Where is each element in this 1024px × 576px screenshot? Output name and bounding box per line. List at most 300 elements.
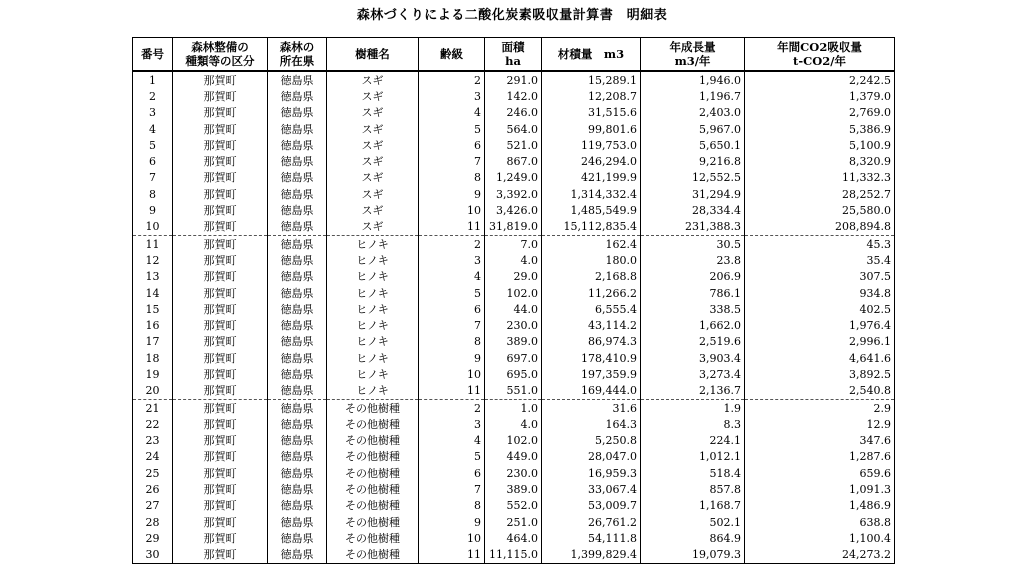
- cell-species: ヒノキ: [327, 269, 419, 285]
- cell-co2-absorption: 1,091.3: [745, 481, 895, 497]
- cell-species: ヒノキ: [327, 301, 419, 317]
- cell-co2-absorption: 28,252.7: [745, 186, 895, 202]
- table-row: [133, 71, 895, 88]
- table-row: [133, 88, 895, 104]
- cell-co2-absorption: 2,996.1: [745, 334, 895, 350]
- cell-volume: 86,974.3: [542, 334, 641, 350]
- table-row: [133, 105, 895, 121]
- cell-species: その他樹種: [327, 481, 419, 497]
- cell-category: 那賀町: [173, 219, 268, 236]
- cell-category: 那賀町: [173, 399, 268, 416]
- cell-volume: 1,399,829.4: [542, 547, 641, 564]
- cell-annual-growth: 23.8: [641, 252, 745, 268]
- cell-number: 20: [133, 383, 173, 400]
- cell-category: 那賀町: [173, 383, 268, 400]
- cell-prefecture: 徳島県: [268, 153, 327, 169]
- detail-table: [132, 37, 895, 564]
- cell-category: 那賀町: [173, 498, 268, 514]
- cell-prefecture: 徳島県: [268, 252, 327, 268]
- cell-annual-growth: 30.5: [641, 235, 745, 252]
- cell-prefecture: 徳島県: [268, 547, 327, 564]
- cell-volume: 12,208.7: [542, 88, 641, 104]
- cell-age-class: 9: [419, 514, 485, 530]
- cell-age-class: 4: [419, 105, 485, 121]
- cell-prefecture: 徳島県: [268, 317, 327, 333]
- header-row: [133, 38, 895, 72]
- cell-prefecture: 徳島県: [268, 202, 327, 218]
- cell-species: スギ: [327, 137, 419, 153]
- cell-species: スギ: [327, 121, 419, 137]
- cell-number: 3: [133, 105, 173, 121]
- cell-species: その他樹種: [327, 433, 419, 449]
- cell-co2-absorption: 25,580.0: [745, 202, 895, 218]
- cell-co2-absorption: 5,386.9: [745, 121, 895, 137]
- cell-area: 1.0: [485, 399, 542, 416]
- col-header-category: 森林整備の 種類等の区分: [173, 38, 268, 72]
- cell-annual-growth: 338.5: [641, 301, 745, 317]
- cell-species: その他樹種: [327, 449, 419, 465]
- cell-annual-growth: 1,196.7: [641, 88, 745, 104]
- cell-volume: 15,112,835.4: [542, 219, 641, 236]
- cell-species: ヒノキ: [327, 252, 419, 268]
- cell-number: 16: [133, 317, 173, 333]
- cell-volume: 197,359.9: [542, 366, 641, 382]
- cell-category: 那賀町: [173, 334, 268, 350]
- cell-age-class: 2: [419, 71, 485, 88]
- cell-species: ヒノキ: [327, 334, 419, 350]
- cell-annual-growth: 12,552.5: [641, 170, 745, 186]
- cell-species: その他樹種: [327, 399, 419, 416]
- table-row: [133, 301, 895, 317]
- cell-species: その他樹種: [327, 530, 419, 546]
- cell-prefecture: 徳島県: [268, 219, 327, 236]
- cell-area: 867.0: [485, 153, 542, 169]
- cell-area: 102.0: [485, 285, 542, 301]
- cell-area: 4.0: [485, 416, 542, 432]
- cell-category: 那賀町: [173, 317, 268, 333]
- cell-annual-growth: 1,946.0: [641, 71, 745, 88]
- cell-volume: 162.4: [542, 235, 641, 252]
- cell-area: 3,392.0: [485, 186, 542, 202]
- cell-annual-growth: 1,662.0: [641, 317, 745, 333]
- cell-co2-absorption: 24,273.2: [745, 547, 895, 564]
- cell-prefecture: 徳島県: [268, 301, 327, 317]
- col-header-age-class: 齢級: [419, 38, 485, 72]
- cell-co2-absorption: 2,242.5: [745, 71, 895, 88]
- cell-co2-absorption: 8,320.9: [745, 153, 895, 169]
- cell-category: 那賀町: [173, 88, 268, 104]
- cell-area: 230.0: [485, 317, 542, 333]
- table-row: [133, 514, 895, 530]
- cell-species: スギ: [327, 88, 419, 104]
- cell-category: 那賀町: [173, 481, 268, 497]
- cell-prefecture: 徳島県: [268, 416, 327, 432]
- cell-volume: 16,959.3: [542, 465, 641, 481]
- table-row: [133, 235, 895, 252]
- cell-area: 564.0: [485, 121, 542, 137]
- table-row: [133, 137, 895, 153]
- cell-prefecture: 徳島県: [268, 383, 327, 400]
- cell-area: 3,426.0: [485, 202, 542, 218]
- cell-area: 7.0: [485, 235, 542, 252]
- cell-age-class: 11: [419, 547, 485, 564]
- cell-prefecture: 徳島県: [268, 88, 327, 104]
- cell-category: 那賀町: [173, 269, 268, 285]
- cell-volume: 178,410.9: [542, 350, 641, 366]
- cell-species: スギ: [327, 105, 419, 121]
- col-header-species: 樹種名: [327, 38, 419, 72]
- cell-annual-growth: 857.8: [641, 481, 745, 497]
- cell-volume: 31,515.6: [542, 105, 641, 121]
- cell-species: スギ: [327, 170, 419, 186]
- cell-volume: 33,067.4: [542, 481, 641, 497]
- cell-age-class: 8: [419, 498, 485, 514]
- cell-category: 那賀町: [173, 186, 268, 202]
- table-row: [133, 252, 895, 268]
- cell-area: 1,249.0: [485, 170, 542, 186]
- cell-prefecture: 徳島県: [268, 465, 327, 481]
- cell-age-class: 4: [419, 269, 485, 285]
- cell-number: 25: [133, 465, 173, 481]
- cell-annual-growth: 2,519.6: [641, 334, 745, 350]
- cell-category: 那賀町: [173, 105, 268, 121]
- table-row: [133, 219, 895, 236]
- cell-number: 11: [133, 235, 173, 252]
- cell-species: その他樹種: [327, 514, 419, 530]
- cell-annual-growth: 518.4: [641, 465, 745, 481]
- cell-area: 29.0: [485, 269, 542, 285]
- cell-number: 22: [133, 416, 173, 432]
- cell-species: ヒノキ: [327, 317, 419, 333]
- cell-annual-growth: 28,334.4: [641, 202, 745, 218]
- cell-area: 4.0: [485, 252, 542, 268]
- cell-prefecture: 徳島県: [268, 514, 327, 530]
- cell-volume: 26,761.2: [542, 514, 641, 530]
- cell-prefecture: 徳島県: [268, 186, 327, 202]
- cell-prefecture: 徳島県: [268, 334, 327, 350]
- cell-prefecture: 徳島県: [268, 433, 327, 449]
- cell-co2-absorption: 2,540.8: [745, 383, 895, 400]
- cell-annual-growth: 5,650.1: [641, 137, 745, 153]
- cell-annual-growth: 2,403.0: [641, 105, 745, 121]
- cell-area: 551.0: [485, 383, 542, 400]
- cell-number: 23: [133, 433, 173, 449]
- cell-volume: 2,168.8: [542, 269, 641, 285]
- cell-category: 那賀町: [173, 235, 268, 252]
- cell-prefecture: 徳島県: [268, 269, 327, 285]
- table-row: [133, 383, 895, 400]
- cell-volume: 169,444.0: [542, 383, 641, 400]
- table-row: [133, 186, 895, 202]
- cell-co2-absorption: 11,332.3: [745, 170, 895, 186]
- table-row: [133, 449, 895, 465]
- col-header-co2-absorption: 年間CO2吸収量 t-CO2/年: [745, 38, 895, 72]
- cell-prefecture: 徳島県: [268, 235, 327, 252]
- cell-annual-growth: 224.1: [641, 433, 745, 449]
- cell-species: その他樹種: [327, 416, 419, 432]
- cell-area: 449.0: [485, 449, 542, 465]
- cell-number: 18: [133, 350, 173, 366]
- col-header-volume: 材積量 m3: [542, 38, 641, 72]
- cell-area: 291.0: [485, 71, 542, 88]
- cell-co2-absorption: 1,287.6: [745, 449, 895, 465]
- cell-category: 那賀町: [173, 433, 268, 449]
- cell-number: 29: [133, 530, 173, 546]
- cell-category: 那賀町: [173, 416, 268, 432]
- cell-co2-absorption: 208,894.8: [745, 219, 895, 236]
- cell-age-class: 8: [419, 334, 485, 350]
- cell-species: ヒノキ: [327, 235, 419, 252]
- cell-volume: 54,111.8: [542, 530, 641, 546]
- cell-species: スギ: [327, 202, 419, 218]
- cell-annual-growth: 31,294.9: [641, 186, 745, 202]
- cell-area: 102.0: [485, 433, 542, 449]
- cell-area: 389.0: [485, 481, 542, 497]
- cell-prefecture: 徳島県: [268, 170, 327, 186]
- cell-category: 那賀町: [173, 71, 268, 88]
- cell-age-class: 6: [419, 137, 485, 153]
- cell-co2-absorption: 1,486.9: [745, 498, 895, 514]
- cell-number: 9: [133, 202, 173, 218]
- cell-annual-growth: 2,136.7: [641, 383, 745, 400]
- cell-number: 26: [133, 481, 173, 497]
- cell-category: 那賀町: [173, 449, 268, 465]
- cell-number: 1: [133, 71, 173, 88]
- cell-volume: 11,266.2: [542, 285, 641, 301]
- cell-category: 那賀町: [173, 137, 268, 153]
- cell-annual-growth: 1,012.1: [641, 449, 745, 465]
- cell-co2-absorption: 45.3: [745, 235, 895, 252]
- cell-age-class: 6: [419, 301, 485, 317]
- cell-prefecture: 徳島県: [268, 121, 327, 137]
- col-header-area: 面積 ha: [485, 38, 542, 72]
- table-row: [133, 350, 895, 366]
- cell-volume: 28,047.0: [542, 449, 641, 465]
- cell-annual-growth: 864.9: [641, 530, 745, 546]
- cell-category: 那賀町: [173, 153, 268, 169]
- cell-species: スギ: [327, 219, 419, 236]
- table-row: [133, 433, 895, 449]
- table-row: [133, 366, 895, 382]
- cell-co2-absorption: 638.8: [745, 514, 895, 530]
- cell-category: 那賀町: [173, 530, 268, 546]
- cell-age-class: 4: [419, 433, 485, 449]
- cell-category: 那賀町: [173, 350, 268, 366]
- cell-prefecture: 徳島県: [268, 449, 327, 465]
- cell-co2-absorption: 2.9: [745, 399, 895, 416]
- cell-number: 30: [133, 547, 173, 564]
- cell-volume: 99,801.6: [542, 121, 641, 137]
- cell-annual-growth: 502.1: [641, 514, 745, 530]
- cell-category: 那賀町: [173, 547, 268, 564]
- cell-area: 697.0: [485, 350, 542, 366]
- cell-co2-absorption: 402.5: [745, 301, 895, 317]
- cell-number: 12: [133, 252, 173, 268]
- cell-prefecture: 徳島県: [268, 366, 327, 382]
- cell-volume: 15,289.1: [542, 71, 641, 88]
- table-row: [133, 317, 895, 333]
- cell-co2-absorption: 1,379.0: [745, 88, 895, 104]
- cell-area: 552.0: [485, 498, 542, 514]
- cell-number: 21: [133, 399, 173, 416]
- table-row: [133, 498, 895, 514]
- cell-age-class: 10: [419, 202, 485, 218]
- cell-age-class: 2: [419, 399, 485, 416]
- cell-area: 246.0: [485, 105, 542, 121]
- cell-area: 31,819.0: [485, 219, 542, 236]
- cell-number: 6: [133, 153, 173, 169]
- cell-species: ヒノキ: [327, 350, 419, 366]
- cell-area: 695.0: [485, 366, 542, 382]
- cell-prefecture: 徳島県: [268, 530, 327, 546]
- cell-annual-growth: 1.9: [641, 399, 745, 416]
- cell-species: その他樹種: [327, 465, 419, 481]
- cell-age-class: 8: [419, 170, 485, 186]
- cell-volume: 1,485,549.9: [542, 202, 641, 218]
- cell-number: 15: [133, 301, 173, 317]
- cell-co2-absorption: 12.9: [745, 416, 895, 432]
- table-row: [133, 285, 895, 301]
- cell-age-class: 2: [419, 235, 485, 252]
- cell-co2-absorption: 934.8: [745, 285, 895, 301]
- cell-number: 17: [133, 334, 173, 350]
- cell-co2-absorption: 659.6: [745, 465, 895, 481]
- cell-age-class: 6: [419, 465, 485, 481]
- cell-species: ヒノキ: [327, 285, 419, 301]
- cell-category: 那賀町: [173, 514, 268, 530]
- cell-number: 2: [133, 88, 173, 104]
- cell-co2-absorption: 5,100.9: [745, 137, 895, 153]
- cell-volume: 31.6: [542, 399, 641, 416]
- cell-number: 8: [133, 186, 173, 202]
- cell-co2-absorption: 1,976.4: [745, 317, 895, 333]
- cell-species: その他樹種: [327, 498, 419, 514]
- cell-species: スギ: [327, 186, 419, 202]
- cell-species: ヒノキ: [327, 366, 419, 382]
- cell-area: 521.0: [485, 137, 542, 153]
- table-row: [133, 465, 895, 481]
- table-row: [133, 530, 895, 546]
- cell-number: 13: [133, 269, 173, 285]
- cell-age-class: 5: [419, 121, 485, 137]
- cell-species: スギ: [327, 153, 419, 169]
- cell-volume: 5,250.8: [542, 433, 641, 449]
- cell-age-class: 11: [419, 383, 485, 400]
- cell-number: 5: [133, 137, 173, 153]
- cell-area: 464.0: [485, 530, 542, 546]
- cell-annual-growth: 19,079.3: [641, 547, 745, 564]
- cell-number: 4: [133, 121, 173, 137]
- cell-number: 27: [133, 498, 173, 514]
- cell-number: 14: [133, 285, 173, 301]
- cell-volume: 180.0: [542, 252, 641, 268]
- table-row: [133, 269, 895, 285]
- cell-area: 251.0: [485, 514, 542, 530]
- table-row: [133, 547, 895, 564]
- cell-volume: 421,199.9: [542, 170, 641, 186]
- cell-category: 那賀町: [173, 285, 268, 301]
- cell-prefecture: 徳島県: [268, 285, 327, 301]
- cell-volume: 6,555.4: [542, 301, 641, 317]
- cell-category: 那賀町: [173, 465, 268, 481]
- table-row: [133, 202, 895, 218]
- cell-number: 28: [133, 514, 173, 530]
- cell-prefecture: 徳島県: [268, 350, 327, 366]
- cell-species: スギ: [327, 71, 419, 88]
- cell-age-class: 10: [419, 530, 485, 546]
- cell-area: 230.0: [485, 465, 542, 481]
- cell-prefecture: 徳島県: [268, 498, 327, 514]
- cell-category: 那賀町: [173, 366, 268, 382]
- cell-category: 那賀町: [173, 252, 268, 268]
- cell-annual-growth: 9,216.8: [641, 153, 745, 169]
- cell-species: その他樹種: [327, 547, 419, 564]
- cell-prefecture: 徳島県: [268, 71, 327, 88]
- cell-age-class: 7: [419, 153, 485, 169]
- cell-prefecture: 徳島県: [268, 481, 327, 497]
- cell-co2-absorption: 347.6: [745, 433, 895, 449]
- col-header-number: 番号: [133, 38, 173, 72]
- cell-category: 那賀町: [173, 121, 268, 137]
- cell-co2-absorption: 4,641.6: [745, 350, 895, 366]
- cell-age-class: 7: [419, 317, 485, 333]
- cell-age-class: 3: [419, 252, 485, 268]
- cell-area: 389.0: [485, 334, 542, 350]
- cell-annual-growth: 3,273.4: [641, 366, 745, 382]
- cell-age-class: 9: [419, 350, 485, 366]
- table-row: [133, 334, 895, 350]
- table-row: [133, 121, 895, 137]
- table-row: [133, 153, 895, 169]
- table-row: [133, 399, 895, 416]
- cell-age-class: 5: [419, 285, 485, 301]
- cell-volume: 43,114.2: [542, 317, 641, 333]
- cell-age-class: 3: [419, 88, 485, 104]
- cell-prefecture: 徳島県: [268, 105, 327, 121]
- table-row: [133, 170, 895, 186]
- cell-co2-absorption: 35.4: [745, 252, 895, 268]
- cell-annual-growth: 1,168.7: [641, 498, 745, 514]
- cell-area: 44.0: [485, 301, 542, 317]
- cell-annual-growth: 231,388.3: [641, 219, 745, 236]
- table-row: [133, 481, 895, 497]
- cell-area: 11,115.0: [485, 547, 542, 564]
- cell-species: ヒノキ: [327, 383, 419, 400]
- cell-volume: 164.3: [542, 416, 641, 432]
- cell-co2-absorption: 307.5: [745, 269, 895, 285]
- col-header-annual-growth: 年成長量 m3/年: [641, 38, 745, 72]
- cell-volume: 119,753.0: [542, 137, 641, 153]
- cell-volume: 53,009.7: [542, 498, 641, 514]
- cell-number: 7: [133, 170, 173, 186]
- cell-annual-growth: 5,967.0: [641, 121, 745, 137]
- cell-age-class: 3: [419, 416, 485, 432]
- cell-age-class: 10: [419, 366, 485, 382]
- cell-age-class: 7: [419, 481, 485, 497]
- cell-prefecture: 徳島県: [268, 399, 327, 416]
- cell-co2-absorption: 2,769.0: [745, 105, 895, 121]
- cell-age-class: 9: [419, 186, 485, 202]
- col-header-prefecture: 森林の 所在県: [268, 38, 327, 72]
- cell-number: 19: [133, 366, 173, 382]
- cell-volume: 246,294.0: [542, 153, 641, 169]
- cell-annual-growth: 786.1: [641, 285, 745, 301]
- cell-category: 那賀町: [173, 202, 268, 218]
- cell-age-class: 5: [419, 449, 485, 465]
- table-row: [133, 416, 895, 432]
- cell-prefecture: 徳島県: [268, 137, 327, 153]
- cell-annual-growth: 3,903.4: [641, 350, 745, 366]
